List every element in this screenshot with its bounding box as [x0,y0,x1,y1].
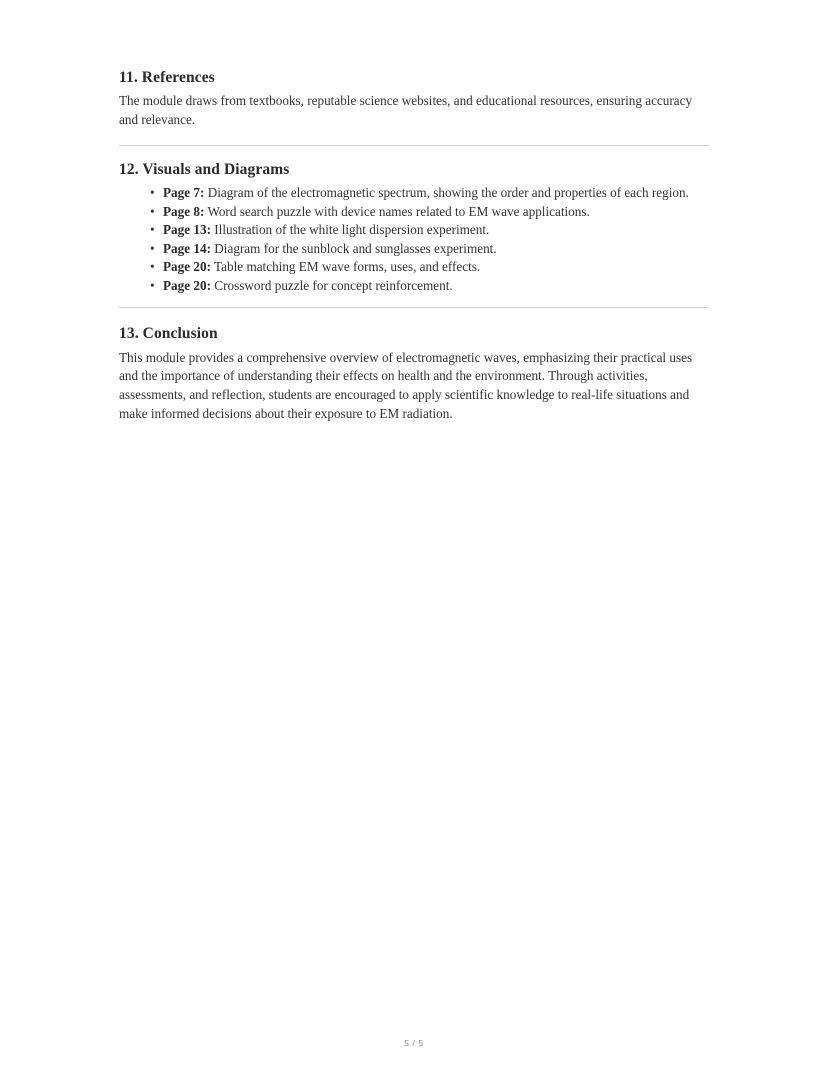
section-heading-conclusion: 13. Conclusion [119,324,218,342]
list-item [119,184,709,203]
bullet-point-icon: • [150,184,155,200]
list-item-label: Page 8: [163,203,205,219]
section-visuals-and-diagrams [119,160,709,296]
section-references [119,68,709,130]
page-number-footer: 5 / 5 [404,1038,424,1048]
bullet-point-icon: • [150,203,155,219]
section-divider-1 [119,145,709,146]
section-heading-visuals-and-diagrams: 12. Visuals and Diagrams [119,160,290,178]
conclusion-paragraph: This module provides a comprehensive overview of electromagnetic waves, emphasizing their practical uses and the importance of understanding their effects on health and the environment. Through activities, assessments, and reflection, students are encouraged to apply scientific knowledge to real-life situations and make informed decisions about their exposure to EM radiation. [119,349,693,421]
list-item [119,203,709,222]
list-item-description: Diagram for the sunblock and sunglasses experiment. [210,240,497,256]
section-heading-references: 11. References [119,69,215,86]
bullet-point-icon: • [150,240,155,256]
list-item [119,258,709,277]
list-item-label: Page 13: [163,222,211,238]
list-item [119,221,709,240]
visuals-list [119,184,709,296]
references-paragraph: The module draws from textbooks, reputable science websites, and educational resources, ensuring accuracy and relevance. [119,93,693,127]
list-item-description: Crossword puzzle for concept reinforcement. [210,277,453,293]
section-conclusion [119,324,709,424]
list-item-label: Page 20: [163,259,211,275]
list-item-label: Page 20: [163,277,211,293]
list-item-description: Table matching EM wave forms, uses, and effects. [210,259,481,275]
list-item-description: Word search puzzle with device names related to EM wave applications. [204,203,590,219]
bullet-point-icon: • [150,259,155,275]
list-item-description: Diagram of the electromagnetic spectrum, showing the order and properties of each region. [204,184,689,200]
list-item-description: Illustration of the white light dispersion experiment. [210,222,490,238]
list-item [119,277,709,296]
bullet-point-icon: • [150,222,155,238]
list-item-label: Page 7: [163,184,205,200]
page-content [119,68,709,423]
list-item [119,240,709,259]
section-divider-2 [119,307,709,308]
bullet-point-icon: • [150,277,155,293]
list-item-label: Page 14: [163,240,211,256]
